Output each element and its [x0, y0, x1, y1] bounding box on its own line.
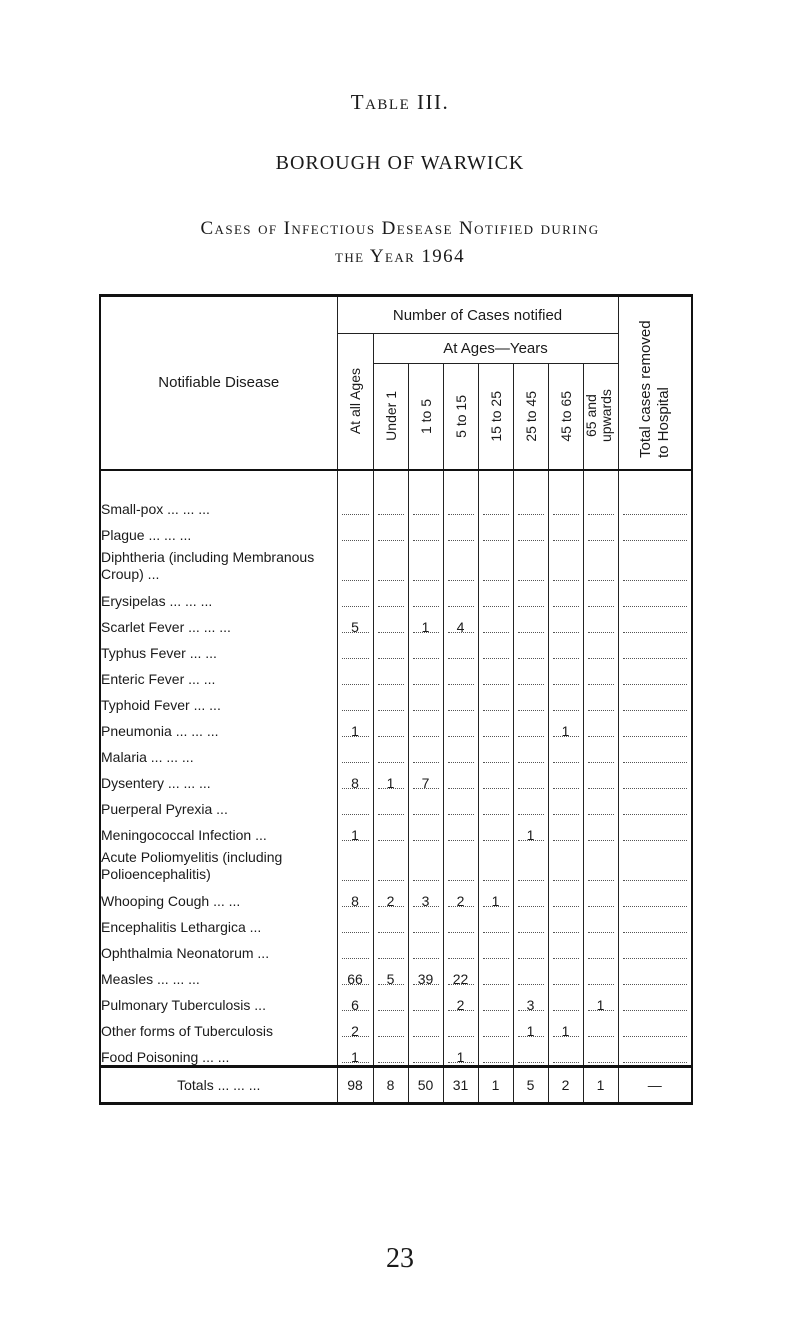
total-value: —	[618, 1066, 692, 1103]
cell-number: 22	[452, 970, 469, 987]
table-row-scarlet-fever	[100, 609, 692, 635]
cell-value	[443, 791, 478, 817]
disease-name: Ophthalmia Neonatorum ...	[100, 935, 337, 961]
header-at-ages-years: At Ages—Years	[373, 334, 618, 364]
cell-value	[513, 791, 548, 817]
cell-value	[583, 543, 618, 583]
cell-value	[337, 765, 373, 791]
cell-value	[548, 1039, 583, 1067]
cell-value	[337, 517, 373, 543]
cell-number: 3	[421, 892, 430, 909]
cell-value	[618, 909, 692, 935]
total-value: 5	[513, 1066, 548, 1103]
cell-value	[373, 843, 408, 883]
cell-value	[478, 1039, 513, 1067]
table-row-whooping-cough	[100, 883, 692, 909]
cell-value	[478, 687, 513, 713]
total-value: 2	[548, 1066, 583, 1103]
cell-value	[513, 687, 548, 713]
table-row-diphtheria-including-membranous-croup	[100, 543, 692, 583]
cell-value	[583, 583, 618, 609]
cell-value	[478, 543, 513, 583]
cell-number: 2	[456, 996, 465, 1013]
cell-number: 1	[351, 826, 359, 843]
cell-value	[583, 987, 618, 1013]
cell-value	[373, 583, 408, 609]
cell-value	[337, 1039, 373, 1067]
cell-value	[337, 739, 373, 765]
disease-name: Diphtheria (including Membranous Croup) ...	[100, 543, 337, 583]
header-age-45-to-65: 45 to 65	[548, 364, 583, 470]
cell-value	[408, 661, 443, 687]
cell-number: 8	[351, 774, 359, 791]
header-age-5-to-15: 5 to 15	[443, 364, 478, 470]
total-value: 8	[373, 1066, 408, 1103]
cell-value	[513, 635, 548, 661]
cell-value	[478, 883, 513, 909]
cell-value	[373, 791, 408, 817]
cell-value	[618, 791, 692, 817]
cell-value	[548, 713, 583, 739]
cell-value	[513, 739, 548, 765]
totals-row	[100, 1066, 692, 1103]
cell-value	[337, 843, 373, 883]
cell-value	[548, 517, 583, 543]
cell-value	[337, 961, 373, 987]
cell-value	[478, 635, 513, 661]
table-row-dysentery	[100, 765, 692, 791]
cell-value	[337, 1013, 373, 1039]
subtitle-line-2: the Year 1964	[335, 246, 465, 267]
total-value: 50	[408, 1066, 443, 1103]
cell-value	[443, 987, 478, 1013]
subtitle-line-1: Cases of Infectious Desease Notified during	[200, 218, 600, 239]
cell-value	[618, 470, 692, 517]
cell-value	[373, 713, 408, 739]
cell-value	[548, 661, 583, 687]
cell-value	[337, 713, 373, 739]
total-value: 31	[443, 1066, 478, 1103]
cell-value	[408, 883, 443, 909]
cell-value	[443, 517, 478, 543]
cell-value	[513, 987, 548, 1013]
cell-value	[373, 987, 408, 1013]
cell-value	[548, 543, 583, 583]
table-row-erysipelas	[100, 583, 692, 609]
cell-value	[408, 961, 443, 987]
disease-name: Pulmonary Tuberculosis ...	[100, 987, 337, 1013]
cell-value	[548, 739, 583, 765]
header-total-removed: Total cases removed to Hospital	[618, 296, 692, 470]
cell-value	[513, 817, 548, 843]
cell-number: 1	[596, 996, 605, 1013]
cell-value	[548, 909, 583, 935]
header-age-1-to-5: 1 to 5	[408, 364, 443, 470]
cell-value	[337, 883, 373, 909]
cell-number: 1	[526, 826, 535, 843]
cell-value	[337, 543, 373, 583]
disease-name: Plague ... ... ...	[100, 517, 337, 543]
cell-number: 5	[386, 970, 395, 987]
cell-value	[513, 883, 548, 909]
cell-value	[478, 909, 513, 935]
cell-value	[583, 883, 618, 909]
cell-value	[548, 791, 583, 817]
cell-value	[618, 961, 692, 987]
cell-value	[583, 661, 618, 687]
cell-value	[548, 987, 583, 1013]
table-row-acute-poliomyelitis-including-polioencephalitis	[100, 843, 692, 883]
disease-name: Food Poisoning ... ...	[100, 1039, 337, 1067]
cell-value	[337, 661, 373, 687]
cell-number: 3	[526, 996, 535, 1013]
cell-value	[478, 470, 513, 517]
cell-number: 1	[421, 618, 430, 635]
cell-value	[478, 609, 513, 635]
cell-value	[443, 817, 478, 843]
cell-value	[513, 470, 548, 517]
disease-name: Other forms of Tuberculosis	[100, 1013, 337, 1039]
disease-name: Erysipelas ... ... ...	[100, 583, 337, 609]
cell-value	[443, 739, 478, 765]
cell-value	[618, 739, 692, 765]
cell-number: 1	[491, 892, 500, 909]
cell-value	[337, 909, 373, 935]
header-age-25-to-45: 25 to 45	[513, 364, 548, 470]
total-value: 1	[478, 1066, 513, 1103]
disease-name: Enteric Fever ... ...	[100, 661, 337, 687]
cell-value	[618, 935, 692, 961]
cell-value	[478, 817, 513, 843]
disease-name: Typhoid Fever ... ...	[100, 687, 337, 713]
cell-value	[513, 713, 548, 739]
header-age-15-to-25: 15 to 25	[478, 364, 513, 470]
cell-value	[337, 791, 373, 817]
cell-value	[443, 883, 478, 909]
cell-number: 2	[351, 1022, 359, 1039]
cell-value	[373, 661, 408, 687]
header-number-of-cases: Number of Cases notified	[337, 296, 618, 334]
cell-value	[513, 935, 548, 961]
cell-value	[618, 543, 692, 583]
cell-value	[583, 635, 618, 661]
cell-value	[548, 1013, 583, 1039]
cell-value	[548, 817, 583, 843]
cell-value	[337, 817, 373, 843]
cell-number: 1	[456, 1048, 465, 1065]
cell-value	[408, 517, 443, 543]
cell-value	[618, 517, 692, 543]
disease-name: Dysentery ... ... ...	[100, 765, 337, 791]
table-row-encephalitis-lethargica	[100, 909, 692, 935]
disease-name: Pneumonia ... ... ...	[100, 713, 337, 739]
cell-value	[443, 543, 478, 583]
table-row-pneumonia	[100, 713, 692, 739]
cell-value	[478, 517, 513, 543]
cell-value	[513, 909, 548, 935]
table-body	[100, 470, 692, 1104]
cell-number: 1	[561, 1022, 570, 1039]
cell-number: 1	[351, 722, 359, 739]
disease-name: Puerperal Pyrexia ...	[100, 791, 337, 817]
cell-value	[513, 517, 548, 543]
cell-value	[443, 470, 478, 517]
cell-value	[337, 609, 373, 635]
cell-value	[548, 609, 583, 635]
cell-value	[443, 609, 478, 635]
cell-value	[583, 765, 618, 791]
cell-value	[373, 1039, 408, 1067]
cell-value	[618, 635, 692, 661]
disease-name: Typhus Fever ... ...	[100, 635, 337, 661]
disease-name: Whooping Cough ... ...	[100, 883, 337, 909]
disease-name: Encephalitis Lethargica ...	[100, 909, 337, 935]
cell-value	[513, 583, 548, 609]
cell-value	[478, 661, 513, 687]
cell-value	[408, 1013, 443, 1039]
cell-value	[618, 843, 692, 883]
borough-heading: BOROUGH OF WARWICK	[275, 152, 525, 174]
cell-value	[478, 1013, 513, 1039]
cell-value	[408, 765, 443, 791]
cell-value	[443, 961, 478, 987]
cell-value	[583, 1013, 618, 1039]
disease-name: Meningococcal Infection ...	[100, 817, 337, 843]
cell-number: 5	[351, 618, 359, 635]
header-notifiable-disease: Notifiable Disease	[100, 296, 337, 470]
table-row-small-pox	[100, 470, 692, 517]
cell-value	[408, 843, 443, 883]
cell-value	[583, 817, 618, 843]
cell-value	[583, 517, 618, 543]
cell-value	[337, 987, 373, 1013]
cell-number: 1	[386, 774, 395, 791]
cell-value	[548, 635, 583, 661]
disease-name: Small-pox ... ... ...	[100, 470, 337, 517]
cell-value	[478, 713, 513, 739]
cell-number: 1	[351, 1048, 359, 1065]
table-title: Table III.	[350, 90, 450, 114]
cell-value	[548, 583, 583, 609]
cell-value	[548, 765, 583, 791]
page-number: 23	[386, 1243, 414, 1274]
cell-value	[443, 935, 478, 961]
cell-value	[373, 935, 408, 961]
cell-value	[478, 739, 513, 765]
cell-value	[408, 935, 443, 961]
cell-value	[478, 791, 513, 817]
cell-value	[373, 765, 408, 791]
cell-value	[408, 687, 443, 713]
cell-number: 1	[561, 722, 570, 739]
cell-value	[337, 635, 373, 661]
table-row-plague	[100, 517, 692, 543]
table-row-ophthalmia-neonatorum	[100, 935, 692, 961]
cell-value	[373, 883, 408, 909]
cell-value	[618, 687, 692, 713]
cell-value	[443, 909, 478, 935]
cell-number: 1	[526, 1022, 535, 1039]
cell-value	[337, 687, 373, 713]
cell-value	[443, 583, 478, 609]
cell-value	[443, 635, 478, 661]
cell-value	[583, 713, 618, 739]
cell-value	[618, 765, 692, 791]
cell-value	[373, 687, 408, 713]
cell-value	[583, 470, 618, 517]
table-row-food-poisoning	[100, 1039, 692, 1067]
cell-value	[583, 739, 618, 765]
cell-value	[583, 935, 618, 961]
cell-value	[443, 687, 478, 713]
cell-value	[408, 1039, 443, 1067]
cell-value	[443, 661, 478, 687]
cell-number: 8	[351, 892, 359, 909]
cell-value	[373, 609, 408, 635]
cell-value	[548, 935, 583, 961]
cell-value	[513, 609, 548, 635]
cell-value	[513, 1013, 548, 1039]
cell-value	[583, 961, 618, 987]
cell-value	[408, 817, 443, 843]
header-age-65-and-upwards: 65 and upwards	[583, 364, 618, 470]
cell-number: 2	[386, 892, 395, 909]
cell-value	[373, 470, 408, 517]
table-row-puerperal-pyrexia	[100, 791, 692, 817]
cell-value	[408, 583, 443, 609]
header-age-under-1: Under 1	[373, 364, 408, 470]
cell-value	[478, 961, 513, 987]
cell-value	[583, 909, 618, 935]
cell-value	[583, 609, 618, 635]
table-row-enteric-fever	[100, 661, 692, 687]
cell-value	[513, 543, 548, 583]
cell-value	[443, 1039, 478, 1067]
cell-value	[618, 817, 692, 843]
cell-value	[583, 791, 618, 817]
cell-number: 2	[456, 892, 465, 909]
cell-value	[618, 883, 692, 909]
disease-name: Malaria ... ... ...	[100, 739, 337, 765]
cell-value	[478, 987, 513, 1013]
cell-value	[373, 1013, 408, 1039]
table-row-typhus-fever	[100, 635, 692, 661]
disease-name: Acute Poliomyelitis (including Polioencephalitis)	[100, 843, 337, 883]
cell-value	[618, 1013, 692, 1039]
cell-value	[408, 635, 443, 661]
cell-value	[513, 843, 548, 883]
cell-value	[618, 583, 692, 609]
cell-value	[548, 843, 583, 883]
cell-value	[408, 470, 443, 517]
cell-value	[373, 635, 408, 661]
cell-value	[443, 843, 478, 883]
infectious-disease-table	[99, 294, 693, 1105]
cell-value	[408, 543, 443, 583]
cell-value	[337, 470, 373, 517]
table-row-pulmonary-tuberculosis	[100, 987, 692, 1013]
cell-value	[548, 961, 583, 987]
cell-number: 4	[456, 618, 465, 635]
cell-number: 6	[351, 996, 359, 1013]
cell-value	[548, 687, 583, 713]
cell-value	[478, 583, 513, 609]
cell-value	[478, 765, 513, 791]
cell-value	[408, 791, 443, 817]
cell-value	[443, 1013, 478, 1039]
cell-value	[478, 935, 513, 961]
cell-value	[337, 935, 373, 961]
cell-value	[373, 543, 408, 583]
cell-value	[513, 961, 548, 987]
table-row-meningococcal-infection	[100, 817, 692, 843]
disease-name: Measles ... ... ...	[100, 961, 337, 987]
cell-value	[408, 739, 443, 765]
cell-value	[373, 961, 408, 987]
total-value: 1	[583, 1066, 618, 1103]
totals-label: Totals ... ... ...	[100, 1066, 337, 1103]
total-value: 98	[337, 1066, 373, 1103]
cell-value	[513, 1039, 548, 1067]
cell-value	[373, 739, 408, 765]
cell-value	[548, 470, 583, 517]
cell-value	[583, 843, 618, 883]
cell-value	[618, 713, 692, 739]
disease-name: Scarlet Fever ... ... ...	[100, 609, 337, 635]
cell-value	[408, 987, 443, 1013]
cell-value	[373, 517, 408, 543]
table-row-typhoid-fever	[100, 687, 692, 713]
cell-value	[478, 843, 513, 883]
cell-value	[443, 765, 478, 791]
cell-value	[618, 1039, 692, 1067]
cell-value	[618, 987, 692, 1013]
cell-number: 66	[347, 970, 363, 987]
cell-value	[548, 883, 583, 909]
cell-number: 39	[417, 970, 434, 987]
cell-value	[373, 817, 408, 843]
cell-value	[408, 713, 443, 739]
table-row-other-forms-of-tuberculosis	[100, 1013, 692, 1039]
cell-value	[618, 609, 692, 635]
cell-value	[618, 661, 692, 687]
cell-value	[443, 713, 478, 739]
table-row-measles	[100, 961, 692, 987]
cell-value	[408, 909, 443, 935]
cell-value	[373, 909, 408, 935]
cell-value	[513, 661, 548, 687]
cell-value	[583, 687, 618, 713]
cell-number: 7	[421, 774, 430, 791]
cell-value	[513, 765, 548, 791]
table-row-malaria	[100, 739, 692, 765]
header-at-all-ages: At all Ages	[337, 334, 373, 470]
cell-value	[583, 1039, 618, 1067]
cell-value	[337, 583, 373, 609]
cell-value	[408, 609, 443, 635]
